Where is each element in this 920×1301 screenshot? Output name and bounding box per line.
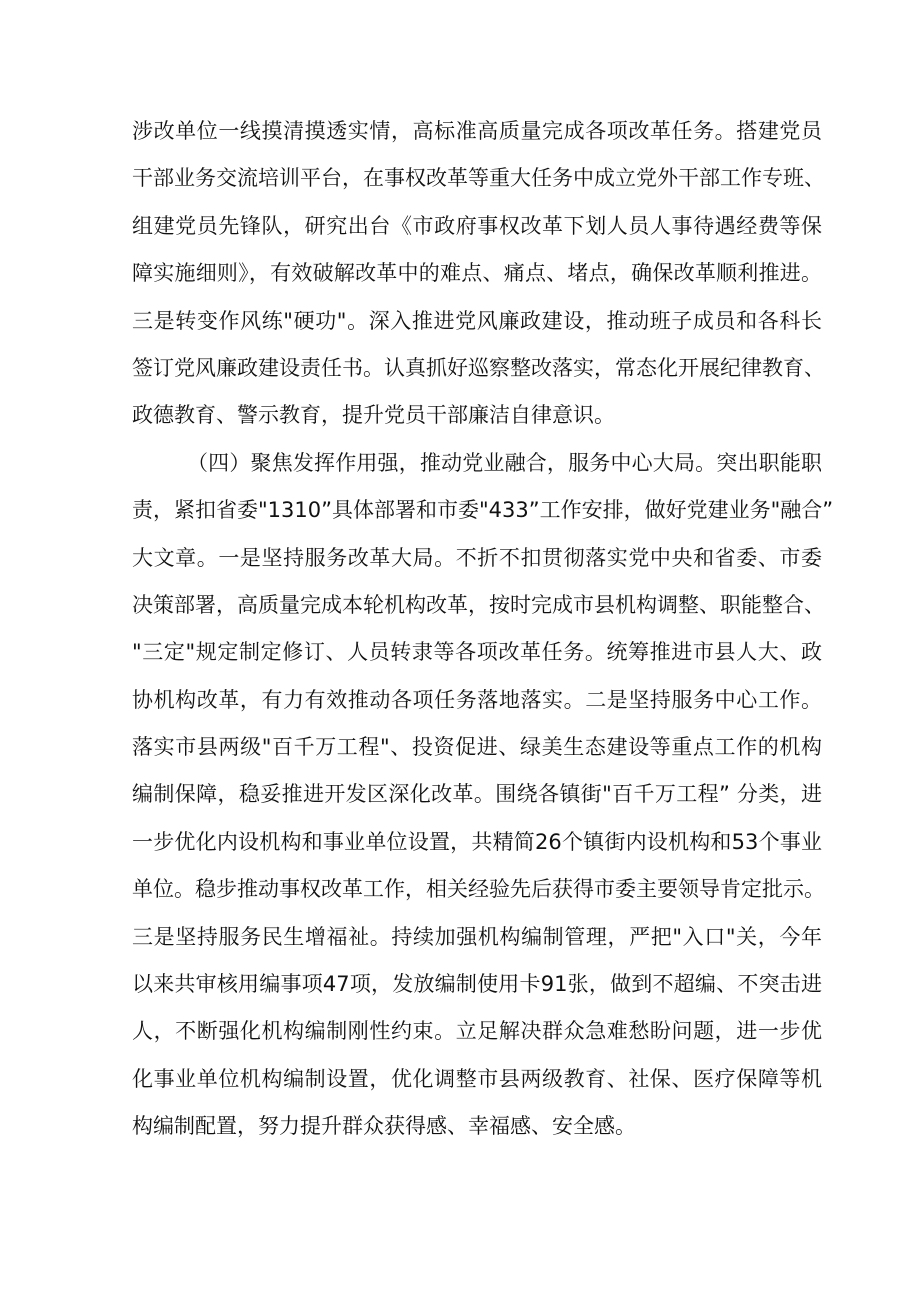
text-line: 以来共审核用编事项47项，发放编制使用卡91张，做到不超编、不突击进: [132, 972, 822, 997]
text-line: 三是转变作风练"硬功"。深入推进党风廉政建设，推动班子成员和各科长: [132, 308, 822, 333]
text-line: 构编制配置，努力提升群众获得感、幸福感、安全感。: [132, 1114, 636, 1139]
document-body: [132, 108, 834, 1151]
text-line: 责，紧扣省委"1310”具体部署和市委"433”工作安排，做好党建业务"融合”: [132, 498, 834, 523]
text-line: 组建党员先锋队，研究出台《市政府事权改革下划人员人事待遇经费等保: [132, 213, 822, 238]
text-line: "三定"规定制定修订、人员转隶等各项改革任务。统筹推进市县人大、政: [132, 640, 822, 665]
section-heading-line: （四）聚焦发挥作用强，推动党业融合，服务中心大局。突出职能职: [187, 450, 822, 475]
text-line: 一步优化内设机构和事业单位设置，共精简26个镇街内设机构和53个事业: [132, 829, 822, 854]
text-line: 政德教育、警示教育，提升党员干部廉洁自律意识。: [132, 403, 615, 428]
text-line: 干部业务交流培训平台，在事权改革等重大任务中成立党外干部工作专班、: [132, 166, 825, 191]
text-line: 化事业单位机构编制设置，优化调整市县两级教育、社保、医疗保障等机: [132, 1066, 822, 1091]
text-line: 人，不断强化机构编制刚性约束。立足解决群众急难愁盼问题，进一步优: [132, 1019, 822, 1044]
text-line: 障实施细则》，有效破解改革中的难点、痛点、堵点，确保改革顺利推进。: [132, 261, 822, 286]
text-line: 决策部署，高质量完成本轮机构改革，按时完成市县机构调整、职能整合、: [132, 592, 825, 617]
text-line: 单位。稳步推动事权改革工作，相关经验先后获得市委主要领导肯定批示。: [132, 877, 825, 902]
text-line: 大文章。一是坚持服务改革大局。不折不扣贯彻落实党中央和省委、市委: [132, 545, 822, 570]
text-line: 签订党风廉政建设责任书。认真抓好巡察整改落实，常态化开展纪律教育、: [132, 355, 825, 380]
text-line: 协机构改革，有力有效推动各项任务落地落实。二是坚持服务中心工作。: [132, 687, 822, 712]
text-line: 涉改单位一线摸清摸透实情，高标准高质量完成各项改革任务。搭建党员: [132, 119, 822, 143]
text-line: 三是坚持服务民生增福祉。持续加强机构编制管理，严把"入口"关，今年: [132, 924, 822, 949]
text-line: 编制保障，稳妥推进开发区深化改革。围绕各镇街"百千万工程” 分类，进: [132, 782, 822, 807]
text-line: 落实市县两级"百千万工程"、投资促进、绿美生态建设等重点工作的机构: [132, 735, 822, 760]
